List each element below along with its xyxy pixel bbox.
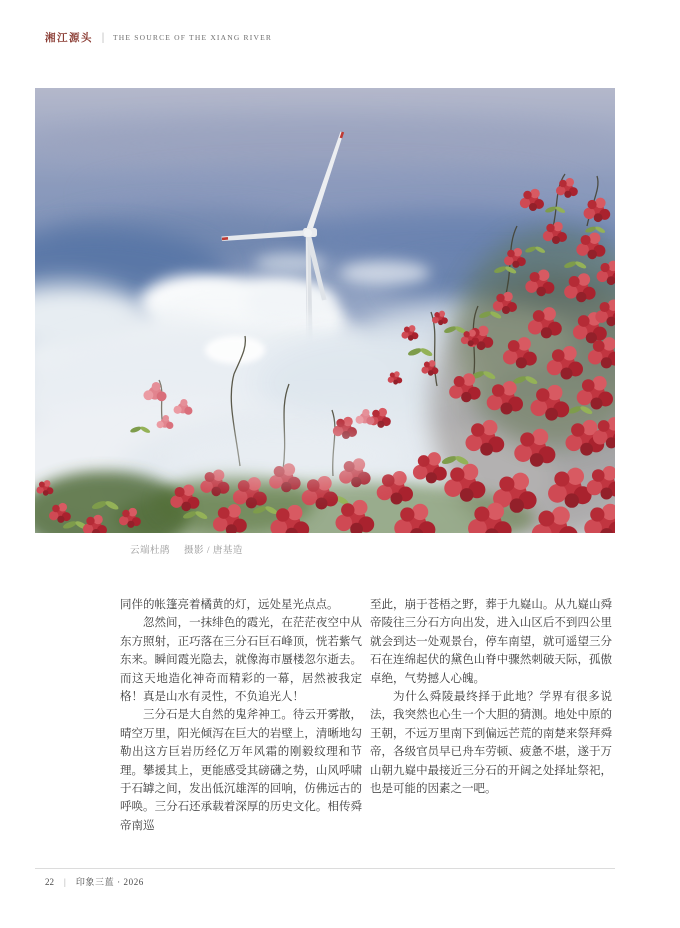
article-column-left	[120, 596, 362, 835]
paragraph: 为什么舜陵最终择于此地？学界有很多说法，我突然也心生一个大胆的猜测。地处中原的王朝，不远万里南下到偏远芒荒的南楚来祭拜舜帝，各级官员早已舟车劳顿、疲惫不堪，遂于万山朝九嶷中最接近三分石的开阔之处择址祭祀，也是可能的因素之一吧。	[370, 691, 612, 796]
hero-photo	[35, 88, 615, 533]
paragraph: 至此，崩于苍梧之野，葬于九嶷山。从九嶷山舜帝陵往三分石方向出发，进入山区后不到四公里就会到达一处观景台，停车南望，就可遥望三分石在连绵起伏的黛色山脊中骤然刺破天际，孤傲卓绝，气势撼人心魄。	[370, 599, 612, 685]
section-title-en: THE SOURCE OF THE XIANG RIVER	[113, 33, 273, 42]
turbine-hub	[304, 229, 312, 237]
hero-photo-illustration	[35, 88, 615, 533]
section-title-cn: 湘江源头	[45, 33, 93, 44]
paragraph: 三分石是大自然的鬼斧神工。待云开雾散，晴空万里，阳光倾泻在巨大的岩壁上，清晰地勾勒出这方巨岩历经亿万年风霜的刚毅纹理和节理。攀援其上，更能感受其磅礴之势，山风呼啸于石罅之间，发出低沉雄浑的回响，仿佛远古的呼唤。三分石还承载着深厚的历史文化。相传舜帝南巡	[120, 709, 362, 832]
blade-red-tip	[222, 238, 228, 239]
footer-rule	[35, 868, 615, 869]
paragraph: 同伴的帐篷亮着橘黄的灯，远处星光点点。	[120, 599, 339, 611]
article-column-right	[370, 596, 612, 835]
page-number: 22	[45, 876, 54, 887]
photo-caption	[130, 542, 243, 556]
magazine-name: 印象三蓝 · 2026	[75, 877, 144, 887]
caption-credit: 摄影 / 唐基造	[184, 546, 243, 556]
footer-divider: |	[64, 876, 66, 887]
page-footer	[45, 875, 144, 888]
article-body	[120, 596, 612, 835]
mist-wisp	[165, 428, 405, 484]
paragraph: 忽然间，一抹绯色的霞光，在茫茫夜空中从东方照射，正巧落在三分石巨石峰顶，恍若紫气东来。瞬间霞光隐去，就像海市蜃楼忽尔逝去。而这天地造化神奇而精彩的一幕，居然被我定格！真是山水有灵性，不负追光人！	[120, 617, 362, 704]
caption-title: 云端杜鹃	[130, 546, 171, 556]
header-divider: |	[102, 31, 105, 44]
page-header	[45, 30, 272, 45]
